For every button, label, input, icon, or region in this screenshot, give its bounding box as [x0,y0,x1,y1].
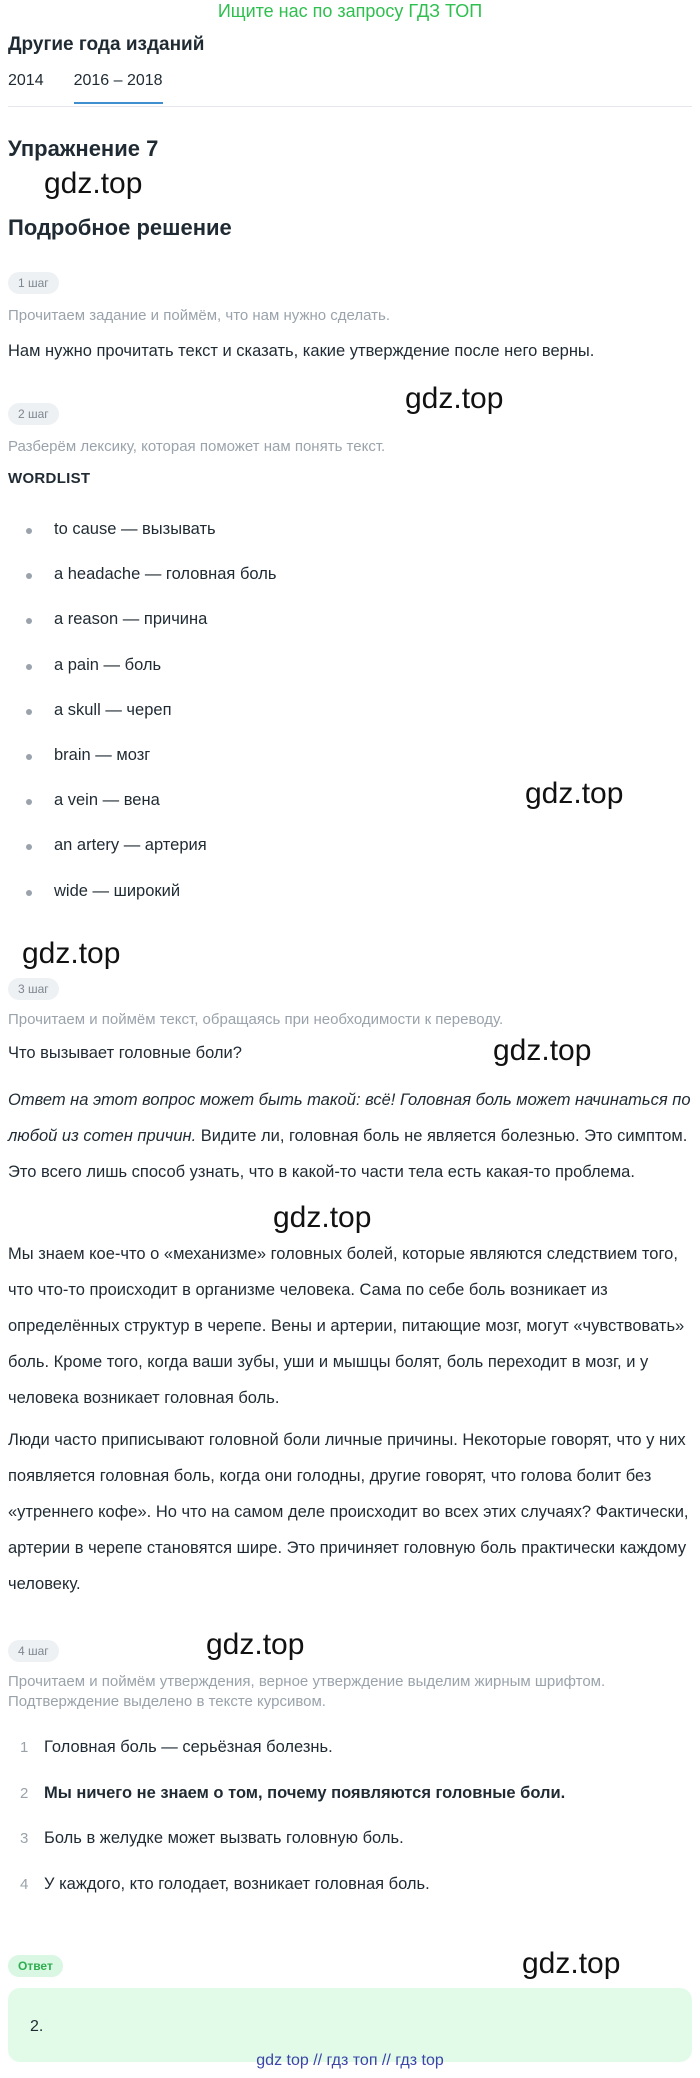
bullet-icon [26,844,32,850]
answer-badge: Ответ [8,1955,63,1977]
wordlist [20,520,276,927]
list-item: brain — мозг [20,746,276,791]
wordlist-title: WORDLIST [8,470,91,487]
other-years-title: Другие года изданий [8,34,205,55]
bullet-icon [26,618,32,624]
tab-2014[interactable]: 2014 [8,72,44,89]
watermark: gdz.top [522,1947,621,1980]
watermark: gdz.top [525,777,624,810]
bullet-icon [26,890,32,896]
text-paragraph: Люди часто приписывают головной боли личные причины. Некоторые говорят, что у них появляется головная боль, когда они голодны, другие говорят, что голова болит без «утреннего кофе». Но что на самом деле происходит во всех этих случаях? Фактически, артерии в черепе становятся шире. Это причиняет головную боль практически каждому человеку. [8,1431,689,1593]
bullet-icon [26,754,32,760]
answer-value: 2. [30,2018,44,2035]
footer-links[interactable]: gdz top // гдз топ // гдз top [256,2052,444,2069]
step-badge: 1 шаг [8,272,59,294]
bullet-icon [26,573,32,579]
step-hint: Прочитаем и поймём утверждения, верное утверждение выделим жирным шрифтом. Подтверждение выделено в тексте курсивом. [8,1673,606,1710]
step-hint: Разберём лексику, которая поможет нам понять текст. [8,438,386,455]
list-item: 4 У каждого, кто голодает, возникает головная боль. [20,1874,430,1893]
paragraph-rest: Видите ли, головная боль не является болезнью. Это симптом. Это всего лишь способ узнать, что в какой-то части тела есть какая-то проблема. [8,1127,688,1181]
step-badge: 4 шаг [8,1640,59,1662]
list-item: 2 Мы ничего не знаем о том, почему появляются головные боли. [20,1784,565,1830]
list-item: a vein — вена [20,791,276,836]
text-paragraph: Мы знаем кое-что о «механизме» головных болей, которые являются следствием того, что что-то происходит в организме человека. Сама по себе боль возникает из определённых структур в черепе. Вены и артерии, питающие мозг, могут «чувствовать» боль. Кроме того, когда ваши зубы, уши и мышцы болят, боль переходит в мозг, и у человека возникает головная боль. [8,1245,685,1407]
highlighted-answer: Ответ на этот вопрос может быть такой: всё! Головная боль может начинаться по любой из сотен причин. [8,1091,691,1145]
list-item: 3 Боль в желудке может вызвать головную боль. [20,1829,404,1847]
list-item: a reason — причина [20,610,276,655]
exercise-title: Упражнение 7 [8,136,159,161]
step-hint: Прочитаем задание и поймём, что нам нужно сделать. [8,307,391,324]
list-item: to cause — вызывать [20,520,276,565]
bullet-icon [26,528,32,534]
step-text: Нам нужно прочитать текст и сказать, какие утверждение после него верны. [8,342,595,360]
tab-2016-2018[interactable]: 2016 – 2018 [74,72,163,104]
divider [8,106,692,107]
step-question: Что вызывает головные боли? [8,1044,242,1062]
list-item: a headache — головная боль [20,565,276,610]
watermark: gdz.top [273,1201,372,1234]
year-tabs [8,72,163,104]
correct-statement: Мы ничего не знаем о том, почему появляются головные боли. [44,1783,566,1802]
search-hint-banner: Ищите нас по запросу ГДЗ ТОП [217,1,483,21]
step-hint: Прочитаем и поймём текст, обращаясь при необходимости к переводу. [8,1011,504,1028]
watermark: gdz.top [44,167,143,200]
watermark: gdz.top [405,382,504,415]
statements-list [20,1738,565,1920]
solution-title: Подробное решение [8,215,232,240]
list-item: a skull — череп [20,701,276,746]
watermark: gdz.top [493,1034,592,1067]
bullet-icon [26,664,32,670]
list-item: wide — широкий [20,882,276,927]
watermark: gdz.top [22,937,121,970]
list-item: a pain — боль [20,656,276,701]
list-item: an artery — артерия [20,836,276,881]
watermark: gdz.top [206,1628,305,1661]
answer-box [8,1988,692,2062]
step-badge: 2 шаг [8,403,59,425]
text-paragraph [8,1082,692,1190]
bullet-icon [26,709,32,715]
step-badge: 3 шаг [8,978,59,1000]
bullet-icon [26,799,32,805]
list-item: 1 Головная боль — серьёзная болезнь. [20,1738,333,1756]
